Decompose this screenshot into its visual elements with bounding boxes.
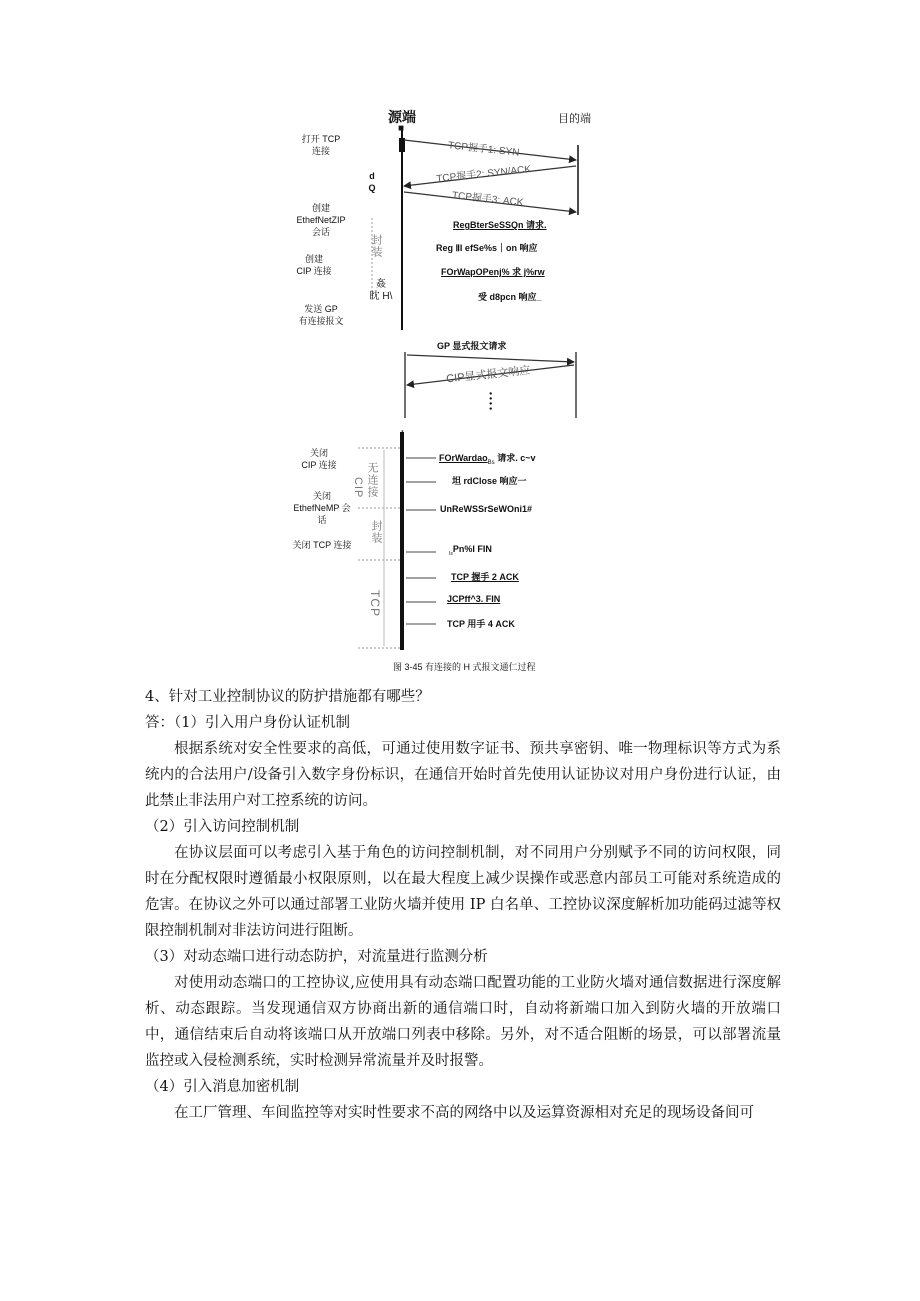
label-create-eth: 创建 EthefNetZIP 会话 (296, 203, 346, 237)
answer-intro: 答：（1）引入用户身份认证机制 (145, 715, 350, 731)
gp-request-arrow (407, 355, 574, 362)
vlabel-encap-top: 封装 (370, 234, 382, 258)
msg-ack: TCP握手3: ACK (451, 190, 524, 209)
heading-2: （2）引入访问控制机制 (145, 819, 300, 835)
source-dot: ■ (398, 123, 405, 134)
vlabel-encap-bottom: 封装 (370, 520, 382, 544)
heading-4: （4）引入消息加密机制 (145, 1079, 300, 1095)
article-body (145, 684, 781, 1126)
msg-unreg: UnReWSSrSeWOni1# (440, 504, 533, 514)
paragraph-2: 在协议层面可以考虑引入基于角色的访问控制机制，对不同用户分别赋予不同的访问权限，同时在分配权限时遵循最小权限原则，以在最大程度上减少误操作或恶意内部员工可能对系统造成的危害。在协议之外可以通过部署工业防火墙并使用 IP 白名单、工控协议深度解析加功能码过滤等权限控制机制对非法访问进行阻断。 (145, 845, 781, 939)
label-dq: d Q (368, 171, 376, 193)
figure-caption: 图 3-45 有连接的 H 式报文通仁过程 (393, 662, 536, 672)
msg-gp-req: GP 显式报文请求 (437, 341, 507, 351)
vlabel-tcp: TCP (368, 590, 382, 617)
label-close-tcp: 关闭 TCP 连接 (292, 540, 352, 550)
paragraph-1: 根据系统对安全性要求的高低，可通过使用数字证书、预共享密钥、唯一物理标识等方式为系统内的合法用户/设备引入数字身份标识，在通信开始时首先使用认证协议对用户身份进行认证，由此禁止非法用户对工控系统的访问。 (145, 741, 781, 809)
msg-synack: TCP握手2: SYN/ACK (435, 164, 532, 185)
label-close-cip: 关闭 CIP 连接 (301, 448, 337, 470)
msg-reg-resp: Reg ⅡI efSe%s｜on 响应 (436, 243, 538, 253)
msg-fwd-open-req: FOrWapOPenj% 求 j%rw (441, 267, 545, 277)
source-title: 源端 (388, 109, 416, 125)
label-create-cip: 创建 CIP 连接 (296, 254, 332, 276)
ellipsis-mid: • • • • (486, 392, 495, 410)
dest-title: 目的端 (558, 113, 591, 125)
ellipsis-bottom: • • • (398, 430, 404, 440)
msg-reg-req: RegBterSeSSQn 请求. (453, 220, 547, 230)
paragraph-3: 对使用动态端口的工控协议,应使用具有动态端口配置功能的工业防火墙对通信数据进行深度解析、动态跟踪。当发现通信双方协商出新的通信端口时，自动将新端口加入到防火墙的开放端口中，通信结束后自动将该端口从开放端口列表中移除。另外，对不适合阻断的场景，可以部署流量监控或入侵检测系统，实时检测异常流量并及时报警。 (145, 975, 781, 1069)
label-close-eth: 关闭 EthefNeMP 会 话 (293, 491, 351, 525)
msg-ack2: TCP 握手 2 ACK (451, 572, 519, 582)
msg-fin3: JCPff^3. FIN (447, 594, 501, 604)
label-send-gp: 发送 GP 有连接报文 (298, 304, 344, 326)
msg-fwd-close-resp: 坦 rdClose 响应一 (452, 476, 527, 486)
msg-syn: TCP握手1: SYN (447, 140, 520, 159)
msg-fwd-open-resp: 受 d8pcn 响应_ (478, 292, 542, 302)
question-heading: 4、针对工业控制协议的防护措施都有哪些？ (145, 689, 430, 705)
vlabel-cip-unconnected: CIP 无连接 (352, 462, 378, 498)
msg-fin1: $_{Is}$Pn%I FIN (449, 544, 492, 557)
heading-3: （3）对动态端口进行动态防护，对流量进行监测分析 (145, 949, 488, 965)
msg-fwd-close-req: FOrWardao$_{Bs}$ 请求. c~v (439, 453, 536, 466)
label-garbled: 姦 眈 H\ (369, 279, 393, 302)
paragraph-4: 在工厂管理、车间监控等对实时性要求不高的网络中以及运算资源相对充足的现场设备间可 (174, 1105, 754, 1121)
label-open-tcp: 打开 TCP 连接 (301, 134, 341, 156)
msg-gp-resp: CIP显式报文响应 (445, 364, 531, 386)
msg-ack4: TCP 用手 4 ACK (447, 619, 515, 629)
